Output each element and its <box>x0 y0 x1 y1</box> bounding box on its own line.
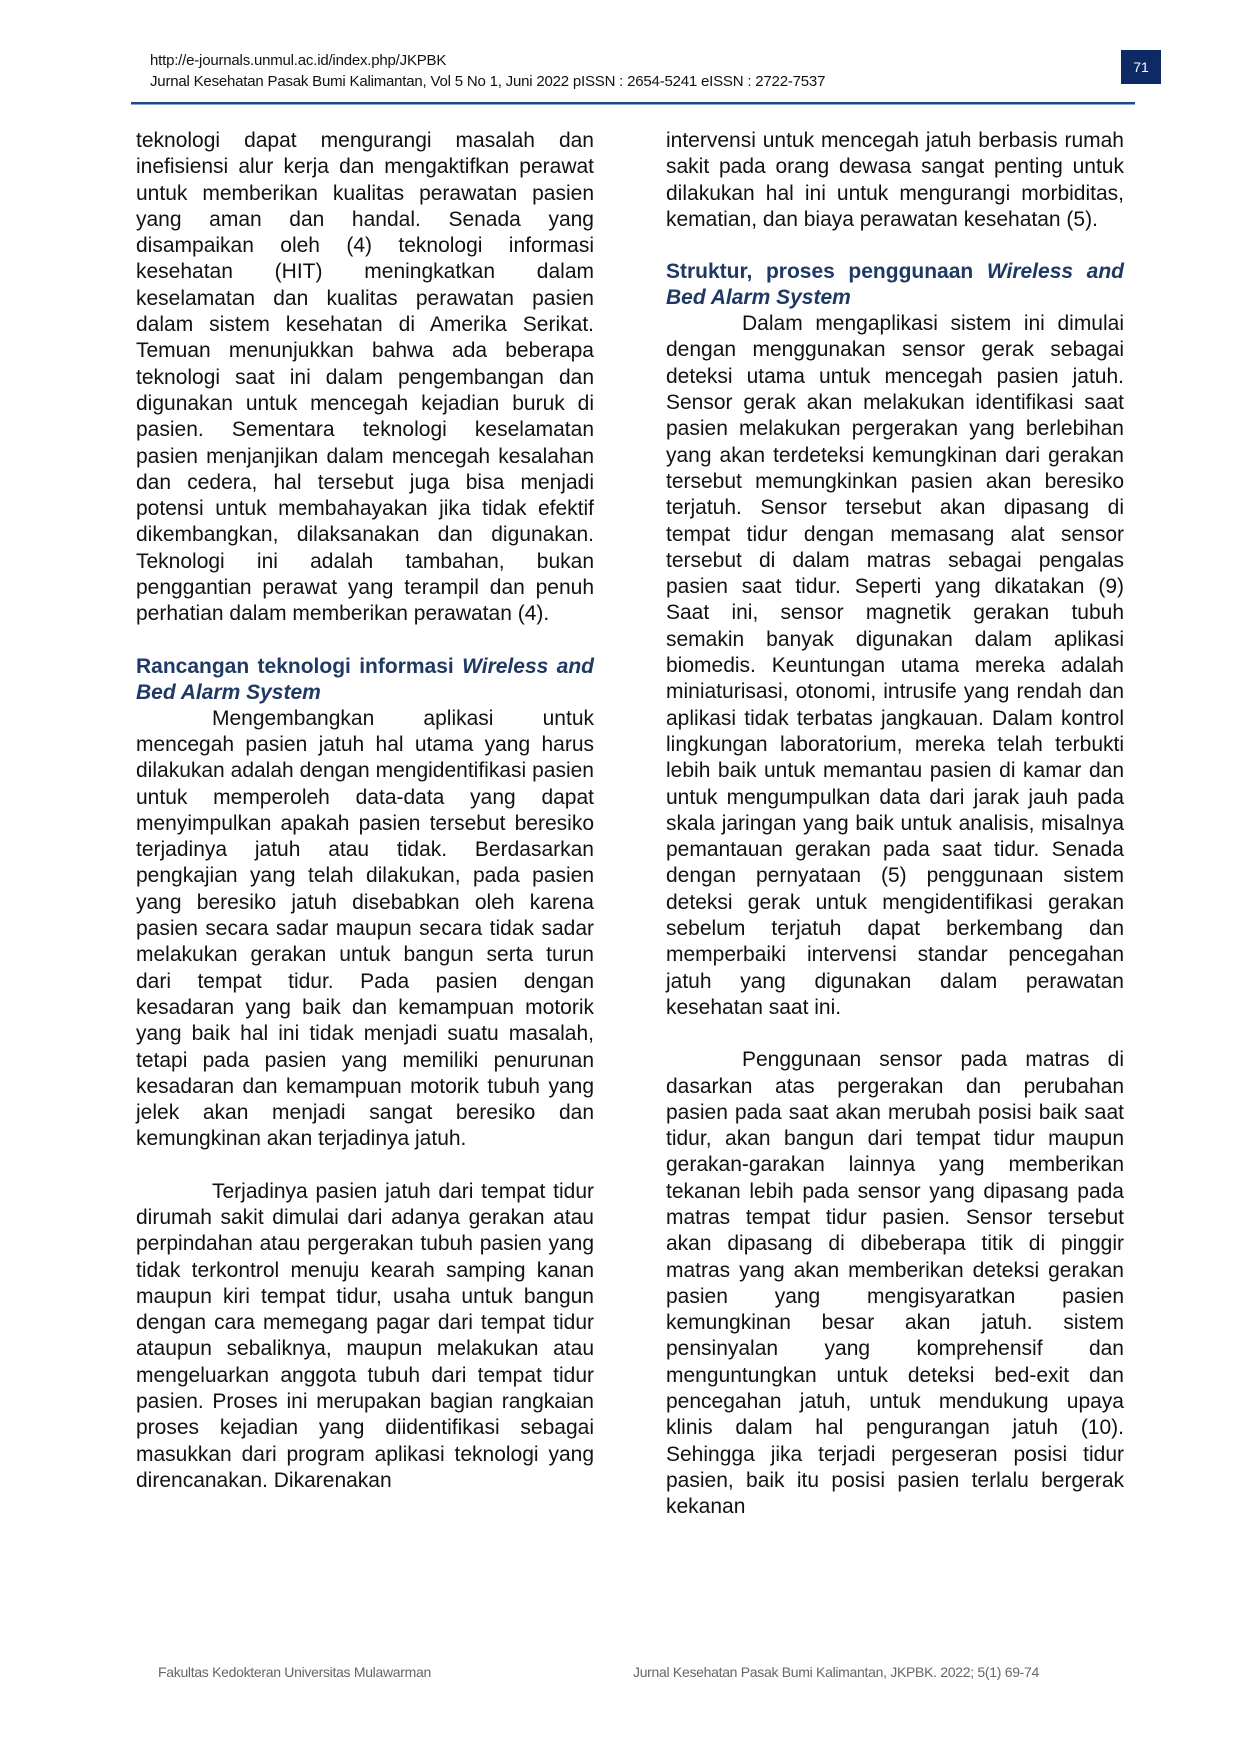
section-heading-italic: Wireless and Bed Alarm System <box>666 260 1124 310</box>
left-column <box>136 128 594 1494</box>
paragraph: Terjadinya pasien jatuh dari tempat tidur dirumah sakit dimulai dari adanya gerakan atau perpindahan atau pergerakan tubuh pasien yang tidak terkontrol menuju kearah samping kanan maupun kiri tempat tidur, usaha untuk bangun dengan cara memegang pagar dari tempat tidur ataupun sebaliknya, maupun melakukan atau mengeluarkan anggota tubuh dari tempat tidur pasien. Proses ini merupakan bagian rangkaian proses kejadian yang diidentifikasi sebagai masukkan dari program aplikasi teknologi yang direncanakan. Dikarenakan <box>136 1179 594 1492</box>
footer-institution: Fakultas Kedokteran Universitas Mulawarman <box>158 1664 431 1680</box>
paragraph: Mengembangkan aplikasi untuk mencegah pasien jatuh hal utama yang harus dilakukan adalah dengan mengidentifikasi pasien untuk memperoleh data-data yang dapat menyimpulkan apakah pasien tersebut beresiko terjadinya jatuh atau tidak. Berdasarkan pengkajian yang telah dilakukan, pada pasien yang beresiko jatuh disebabkan oleh karena pasien secara sadar maupun secara tidak sadar melakukan gerakan untuk bangun serta turun dari tempat tidur. Pada pasien dengan kesadaran yang baik dan kemampuan motorik yang baik hal ini tidak menjadi suatu masalah, tetapi pada pasien yang memiliki penurunan kesadaran dan kemampuan motorik tubuh yang jelek akan menjadi sangat beresiko dan kemungkinan akan terjadinya jatuh. <box>136 706 594 1151</box>
right-column <box>666 128 1124 1521</box>
journal-citation-line: Jurnal Kesehatan Pasak Bumi Kalimantan, Vol 5 No 1, Juni 2022 pISSN : 2654-5241 eISSN : 2722-7537 <box>150 73 826 90</box>
paragraph: intervensi untuk mencegah jatuh berbasis rumah sakit pada orang dewasa sangat penting untuk dilakukan hal ini untuk mengurangi morbiditas, kematian, dan biaya perawatan kesehatan (5). <box>666 129 1124 231</box>
section-heading-text: Struktur, proses penggunaan <box>666 260 987 284</box>
section-heading <box>666 259 1124 311</box>
paragraph: Dalam mengaplikasi sistem ini dimulai dengan menggunakan sensor gerak sebagai deteksi utama untuk mencegah pasien jatuh. Sensor gerak akan melakukan identifikasi saat pasien melakukan pergerakan yang berlebihan yang akan terdeteksi kemungkinan dari gerakan tersebut memungkinkan pasien akan beresiko terjatuh. Sensor tersebut akan dipasang di tempat tidur dengan memasang alat sensor tersebut di dalam matras sebagai pengalas pasien saat tidur. Seperti yang dikatakan (9) Saat ini, sensor magnetik gerakan tubuh semakin banyak digunakan dalam aplikasi biomedis. Keuntungan utama mereka adalah miniaturisasi, otonomi, intrusife yang rendah dan aplikasi tidak terbatas jangkauan. Dalam kontrol lingkungan laboratorium, mereka telah terbukti lebih baik untuk memantau pasien di kamar dan untuk mengumpulkan data dari jarak jauh pada skala jaringan yang baik untuk analisis, misalnya pemantauan gerakan pada saat tidur. Senada dengan pernyataan (5) penggunaan sistem deteksi gerak untuk mengidentifikasi gerakan sebelum terjatuh dapat berkembang dan memperbaiki intervensi standar pencegahan jatuh yang digunakan dalam perawatan kesehatan saat ini. <box>666 312 1124 1019</box>
journal-url: http://e-journals.unmul.ac.id/index.php/JKPBK <box>150 52 447 69</box>
running-header <box>150 50 1100 92</box>
section-heading-italic: Wireless and Bed Alarm System <box>136 654 594 704</box>
header-divider <box>131 102 1135 105</box>
footer-citation: Jurnal Kesehatan Pasak Bumi Kalimantan, JKPBK. 2022; 5(1) 69-74 <box>633 1664 1040 1680</box>
paragraph: teknologi dapat mengurangi masalah dan inefisiensi alur kerja dan mengaktifkan perawat untuk memberikan kualitas perawatan pasien yang aman dan handal. Senada yang disampaikan oleh (4) teknologi informasi kesehatan (HIT) meningkatkan dalam keselamatan dan kualitas perawatan pasien dalam sistem kesehatan di Amerika Serikat. Temuan menunjukkan bahwa ada beberapa teknologi saat ini dalam pengembangan dan digunakan untuk mencegah kejadian buruk di pasien. Sementara teknologi keselamatan pasien menjanjikan dalam mencegah kesalahan dan cedera, hal tersebut juga bisa menjadi potensi untuk membahayakan jika tidak efektif dikembangkan, dilaksanakan dan digunakan. Teknologi ini adalah tambahan, bukan penggantian perawat yang terampil dan penuh perhatian dalam memberikan perawatan (4). <box>136 129 594 626</box>
section-heading <box>136 654 594 706</box>
paragraph: Penggunaan sensor pada matras di dasarkan atas pergerakan dan perubahan pasien pada saat akan merubah posisi baik saat tidur, akan bangun dari tempat tidur maupun gerakan-garakan lainnya yang memberikan tekanan lebih pada sensor yang dipasang pada matras tempat tidur pasien. Sensor tersebut akan dipasang di dibeberapa titik di pinggir matras yang akan memberikan deteksi gerakan pasien yang mengisyaratkan pasien kemungkinan besar akan jatuh. sistem pensinyalan yang komprehensif dan menguntungkan untuk deteksi bed-exit dan pencegahan jatuh, untuk mendukung upaya klinis dalam hal pengurangan jatuh (10). Sehingga jika terjadi pergeseran posisi tidur pasien, baik itu posisi pasien terlalu bergerak kekanan <box>666 1048 1124 1519</box>
page-number-badge: 71 <box>1121 50 1161 84</box>
section-heading-text: Rancangan teknologi informasi <box>136 654 463 678</box>
